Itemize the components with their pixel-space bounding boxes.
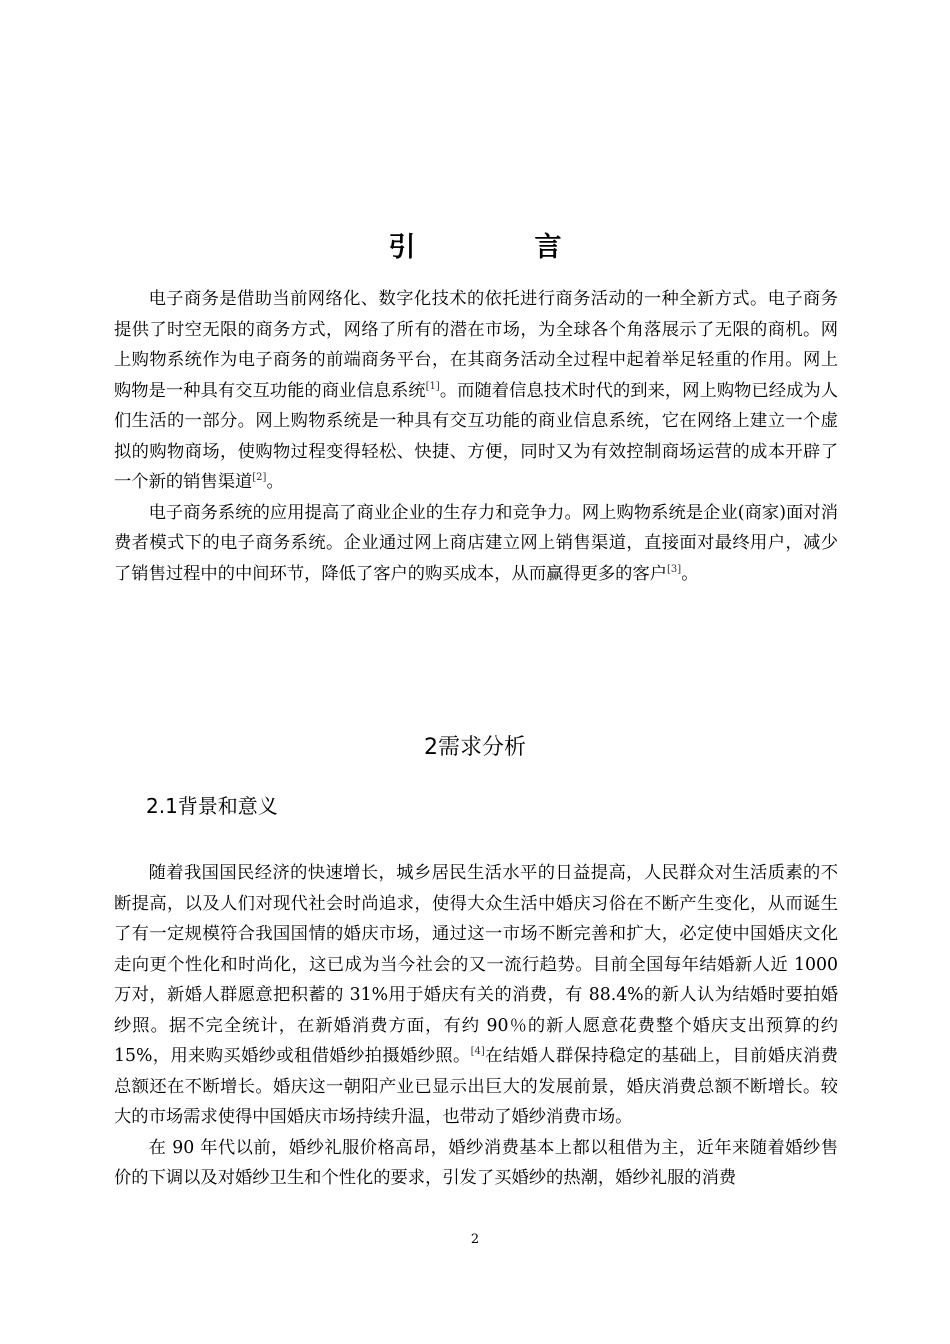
citation-2: [2] xyxy=(252,472,267,484)
citation-1: [1] xyxy=(425,380,440,392)
intro-p2-text-b: 。 xyxy=(681,563,699,584)
intro-p1-text-b: 。而随着信息技术时代的到来，网上购物已经成为人们生活的一部分。网上购物系统是一种具有交互功能的商业信息系统，它在网络上建立一个虚拟的购物商场，使购物过程变得轻松、快捷、方便，同时又为有效控制商场运营的成本开辟了一个新的销售渠道 xyxy=(114,380,838,492)
page-number: 2 xyxy=(470,1232,480,1247)
section-p1-text-b: 在结婚人群保持稳定的基础上，目前婚庆消费总额还在不断增长。婚庆这一朝阳产业已显示出巨大的发展前景，婚庆消费总额不断增长。较大的市场需求使得中国婚庆市场持续升温，也带动了婚纱消费市场。 xyxy=(114,1046,838,1127)
intro-body xyxy=(114,284,838,589)
intro-paragraph-2 xyxy=(114,498,838,590)
section-body xyxy=(114,858,838,1194)
intro-p1-text-a: 电子商务是借助当前网络化、数字化技术的依托进行商务活动的一种全新方式。电子商务提供了时空无限的商务方式，网络了所有的潜在市场，为全球各个角落展示了无限的商机。网上购物系统作为电子商务的前端商务平台，在其商务活动全过程中起着举足轻重的作用。网上购物是一种具有交互功能的商业信息系统 xyxy=(114,289,838,401)
citation-3: [3] xyxy=(667,563,682,575)
citation-4: [4] xyxy=(470,1046,485,1058)
intro-title: 引 言 xyxy=(388,232,608,263)
section-heading: 2.1背景和意义 xyxy=(146,794,278,818)
section-paragraph-1 xyxy=(114,858,838,1133)
intro-p2-text-a: 电子商务系统的应用提高了商业企业的生存力和竞争力。网上购物系统是企业(商家)面对消费者模式下的电子商务系统。企业通过网上商店建立网上销售渠道，直接面对最终用户，减少了销售过程中的中间环节，降低了客户的购买成本，从而赢得更多的客户 xyxy=(114,502,838,584)
intro-paragraph-1 xyxy=(114,284,838,498)
section-paragraph-2: 在 90 年代以前，婚纱礼服价格高昂，婚纱消费基本上都以租借为主，近年来随着婚纱售价的下调以及对婚纱卫生和个性化的要求，引发了买婚纱的热潮，婚纱礼服的消费 xyxy=(114,1137,838,1188)
section-p1-text-a: 随着我国国民经济的快速增长，城乡居民生活水平的日益提高，人民群众对生活质素的不断提高，以及人们对现代社会时尚追求，使得大众生活中婚庆习俗在不断产生变化，从而诞生了有一定规模符合我国国情的婚庆市场，通过这一市场不断完善和扩大，必定使中国婚庆文化走向更个性化和时尚化，这已成为当今社会的又一流行趋势。目前全国每年结婚新人近 1000 万对，新婚人群愿意把积蓄的 31%用于婚庆有关的消费，有 88.4%的新人认为结婚时要拍婚纱照。据不完全统计，在新婚消费方面，有约 90％的新人愿意花费整个婚庆支出预算的约 15%，用来购买婚纱或租借婚纱拍摄婚纱照。 xyxy=(114,863,838,1066)
intro-p1-text-c: 。 xyxy=(266,472,284,492)
chapter-heading: 2需求分析 xyxy=(424,735,526,760)
